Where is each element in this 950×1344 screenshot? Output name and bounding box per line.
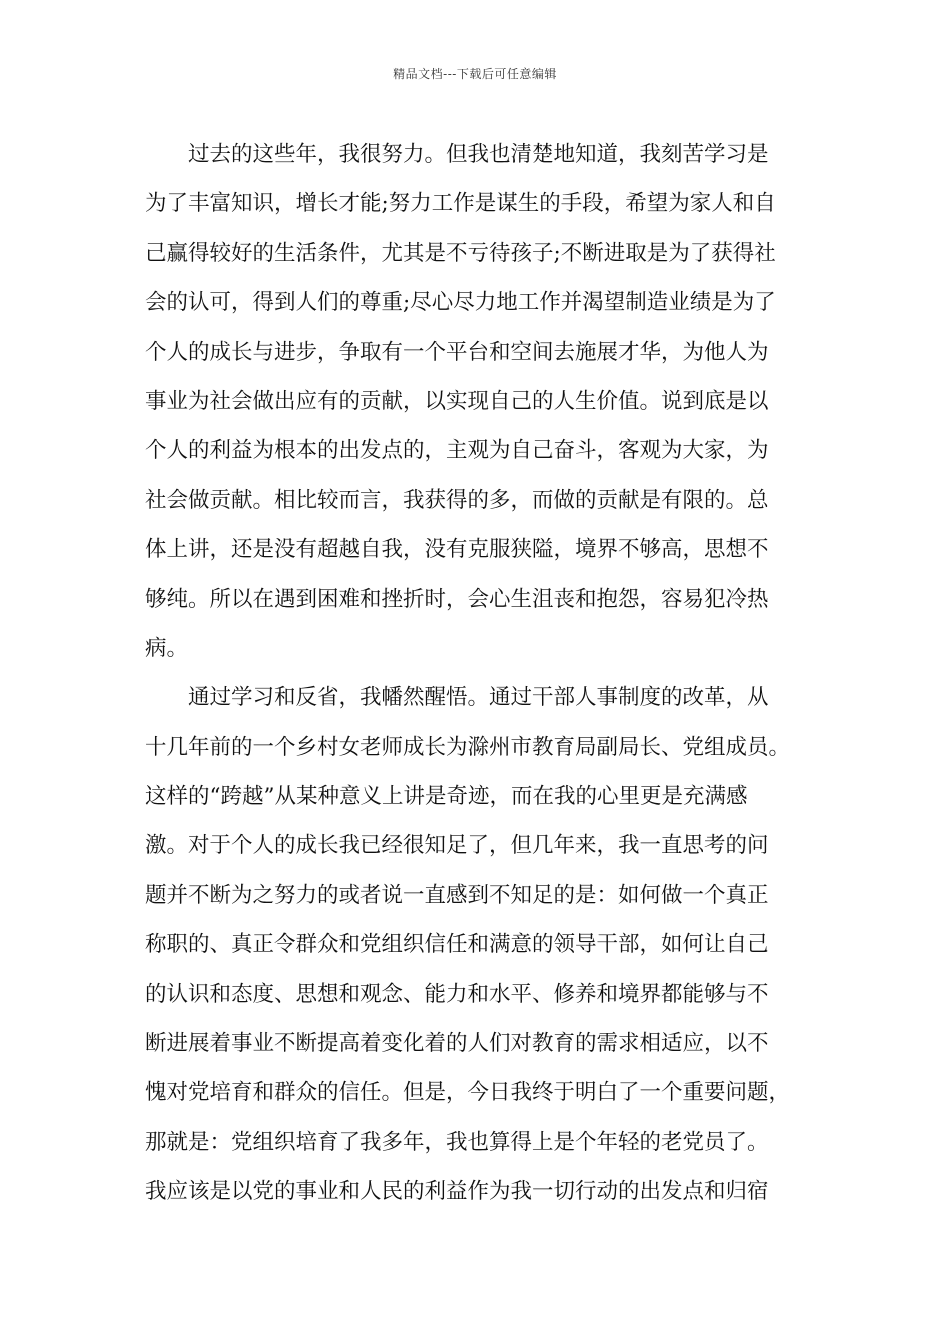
text-line: 体上讲，还是没有超越自我，没有克服狭隘，境界不够高，思想不 xyxy=(145,537,769,563)
text-line: 这样的“跨越”从某种意义上讲是奇迹，而在我的心里更是充满感 xyxy=(145,784,748,810)
text-line: 个人的成长与进步，争取有一个平台和空间去施展才华，为他人为 xyxy=(145,339,769,365)
text-line: 己赢得较好的生活条件，尤其是不亏待孩子;不断进取是为了获得社 xyxy=(145,240,776,266)
text-line: 那就是：党组织培育了我多年，我也算得上是个年轻的老党员了。 xyxy=(145,1129,769,1155)
text-line: 通过学习和反省，我幡然醒悟。通过干部人事制度的改革，从 xyxy=(188,685,769,711)
text-line: 够纯。所以在遇到困难和挫折时，会心生沮丧和抱怨，容易犯冷热 xyxy=(145,586,769,612)
text-line: 我应该是以党的事业和人民的利益作为我一切行动的出发点和归宿 xyxy=(145,1179,769,1205)
text-line: 会的认可，得到人们的尊重;尽心尽力地工作并渴望制造业绩是为了 xyxy=(145,290,776,316)
text-line: 称职的、真正令群众和党组织信任和满意的领导干部，如何让自己 xyxy=(145,932,769,958)
text-line: 过去的这些年，我很努力。但我也清楚地知道，我刻苦学习是 xyxy=(188,142,769,167)
page-header: 精品文档---下载后可任意编辑 xyxy=(393,67,557,81)
document-body xyxy=(145,130,808,1217)
text-line: 事业为社会做出应有的贡献，以实现自己的人生价值。说到底是以 xyxy=(145,388,769,414)
text-line: 题并不断为之努力的或者说一直感到不知足的是：如何做一个真正 xyxy=(145,882,769,908)
text-line: 激。对于个人的成长我已经很知足了，但几年来，我一直思考的问 xyxy=(145,833,769,859)
text-line: 十几年前的一个乡村女老师成长为滁州市教育局副局长、党组成员。 xyxy=(145,734,791,760)
text-line: 个人的利益为根本的出发点的，主观为自己奋斗，客观为大家，为 xyxy=(145,438,769,464)
text-line: 的认识和态度、思想和观念、能力和水平、修养和境界都能够与不 xyxy=(145,981,769,1007)
text-line: 病。 xyxy=(145,635,189,661)
text-line: 社会做贡献。相比较而言，我获得的多，而做的贡献是有限的。总 xyxy=(145,487,769,513)
text-line: 愧对党培育和群众的信任。但是，今日我终于明白了一个重要问题， xyxy=(145,1080,791,1106)
text-line: 断进展着事业不断提高着变化着的人们对教育的需求相适应，以不 xyxy=(145,1031,769,1057)
text-line: 为了丰富知识，增长才能;努力工作是谋生的手段，希望为家人和自 xyxy=(145,191,776,217)
